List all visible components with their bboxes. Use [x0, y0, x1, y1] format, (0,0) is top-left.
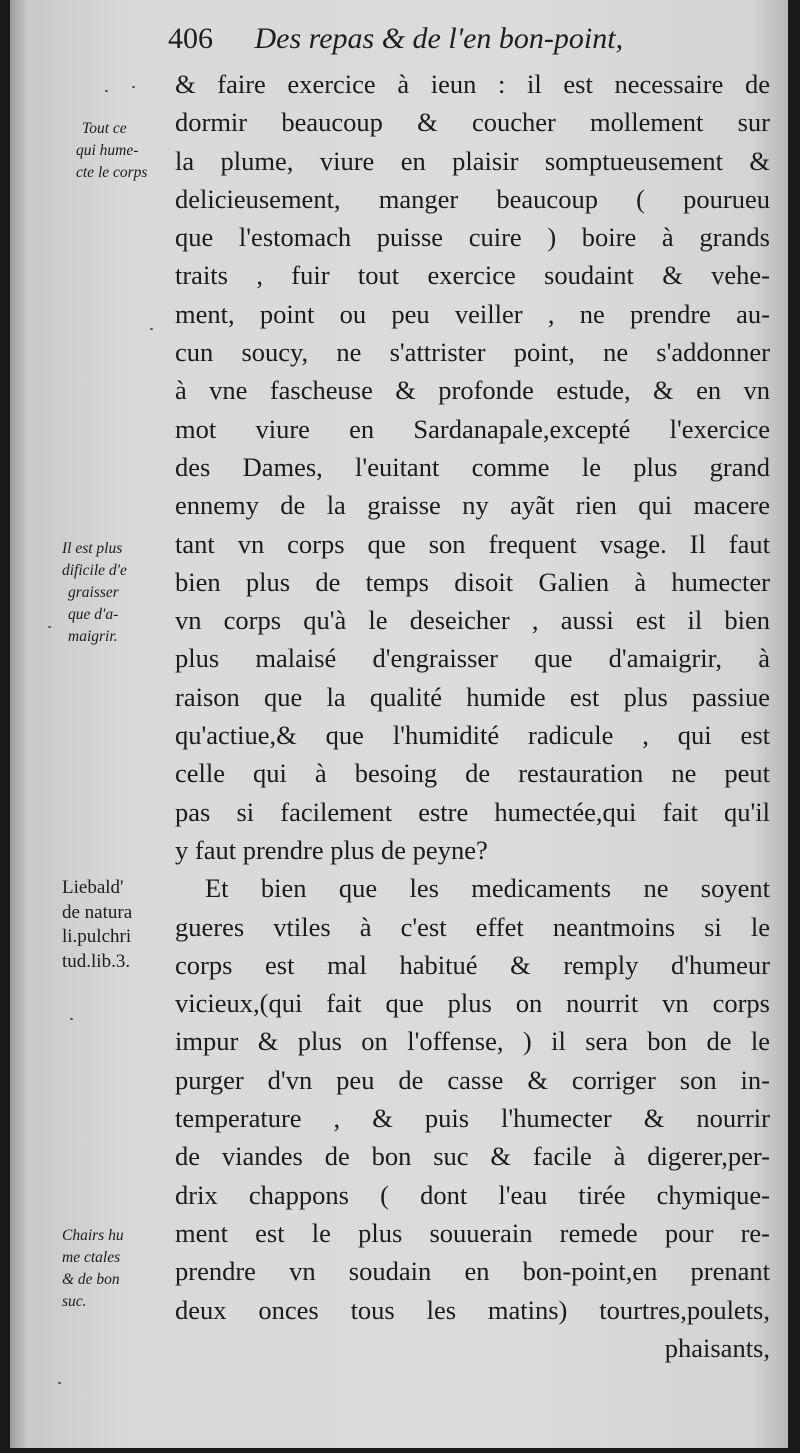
margin-note-line: dificile d'e: [62, 562, 127, 579]
text-line: mot viure en Sardanapale,excepté l'exercice: [175, 413, 770, 444]
running-head: [168, 22, 768, 56]
margin-note-engraisser: [62, 538, 127, 648]
paper-speck: [105, 90, 108, 92]
text-line: plus malaisé d'engraisser que d'amaigrir, à: [175, 643, 770, 674]
margin-note-line: Il est plus: [62, 540, 123, 557]
margin-note-line: cte le corps: [76, 164, 148, 181]
text-line: drix chappons ( dont l'eau tirée chymique-: [175, 1179, 770, 1210]
margin-note-line: li.pulchri: [62, 926, 132, 947]
paper-speck: [48, 626, 51, 628]
margin-note-line: Chairs hu: [62, 1227, 124, 1244]
text-line: à vne fascheuse & profonde estude, & en vn: [175, 375, 770, 406]
paper-speck: [70, 1018, 73, 1020]
text-line: dormir beaucoup & coucher mollement sur: [175, 107, 770, 138]
running-head-title: Des repas & de l'en bon-point,: [254, 22, 624, 55]
paper-speck: [132, 86, 135, 88]
text-line: ennemy de la graisse ny ayãt rien qui macere: [175, 490, 770, 521]
text-line: ment, point ou peu veiller , ne prendre au-: [175, 298, 770, 329]
paper-speck: [58, 1382, 61, 1384]
text-line: temperature , & puis l'humecter & nourrir: [175, 1103, 770, 1134]
text-line: ment est le plus souuerain remede pour re-: [175, 1217, 770, 1248]
margin-note-line: & de bon: [62, 1271, 120, 1288]
margin-note-line: Tout ce: [82, 120, 127, 137]
paper-speck: [150, 328, 153, 330]
book-page: [10, 0, 788, 1448]
text-line: la plume, viure en plaisir somptueusement &: [175, 145, 770, 176]
text-line: impur & plus on l'offense, ) il sera bon de le: [175, 1026, 770, 1057]
margin-note-line: tud.lib.3.: [62, 950, 131, 972]
text-line: phaisants,: [664, 1332, 770, 1363]
text-line: des Dames, l'euitant comme le plus grand: [175, 451, 770, 482]
text-line: de viandes de bon suc & facile à digerer,per-: [175, 1141, 770, 1172]
text-line: gueres vtiles à c'est effet neantmoins si le: [175, 911, 770, 942]
text-line: purger d'vn peu de casse & corriger son in-: [175, 1064, 770, 1095]
text-line: Et bien que les medicaments ne soyent: [205, 873, 770, 904]
text-line: deux onces tous les matins) tourtres,poulets,: [175, 1294, 770, 1325]
text-line: raison que la qualité humide est plus passiue: [175, 681, 770, 712]
margin-note-line: graisser: [68, 584, 119, 601]
margin-note-line: Liebald': [62, 877, 124, 898]
margin-note-chairs: [62, 1225, 124, 1313]
text-line: corps est mal habitué & remply d'humeur: [175, 949, 770, 980]
text-line: bien plus de temps disoit Galien à humecter: [175, 566, 770, 597]
text-line: qu'actiue,& que l'humidité radicule , qui est: [175, 720, 770, 751]
margin-note-line: maigrir.: [68, 628, 118, 645]
text-line: celle qui à besoing de restauration ne peut: [175, 758, 770, 789]
margin-note-line: qui hume-: [76, 142, 139, 159]
text-line: traits , fuir tout exercice soudaint & vehe-: [175, 260, 770, 291]
margin-note-line: de natura: [62, 901, 133, 923]
margin-note-line: que d'a-: [68, 606, 119, 623]
margin-note-liebald: [62, 876, 132, 974]
text-line: delicieusement, manger beaucoup ( pourueu: [175, 183, 770, 214]
text-line: pas si facilement estre humectée,qui fait qu'il: [175, 796, 770, 827]
text-line: prendre vn soudain en bon-point,en prenant: [175, 1256, 770, 1287]
body-text: [175, 65, 770, 1367]
text-line: y faut prendre plus de peyne?: [175, 834, 488, 865]
text-line: cun soucy, ne s'attrister point, ne s'addonner: [175, 337, 770, 368]
text-line: vn corps qu'à le deseicher , aussi est il bien: [175, 605, 770, 636]
text-line: tant vn corps que son frequent vsage. Il faut: [175, 528, 770, 559]
text-line: que l'estomach puisse cuire ) boire à grands: [175, 222, 770, 253]
page-number: 406: [168, 22, 213, 55]
margin-note-humecter: [76, 118, 147, 184]
text-line: & faire exercice à ieun : il est necessaire de: [175, 69, 770, 99]
text-line: vicieux,(qui fait que plus on nourrit vn corps: [175, 988, 770, 1019]
margin-note-line: suc.: [62, 1293, 87, 1310]
margin-note-line: me ctales: [62, 1249, 121, 1266]
